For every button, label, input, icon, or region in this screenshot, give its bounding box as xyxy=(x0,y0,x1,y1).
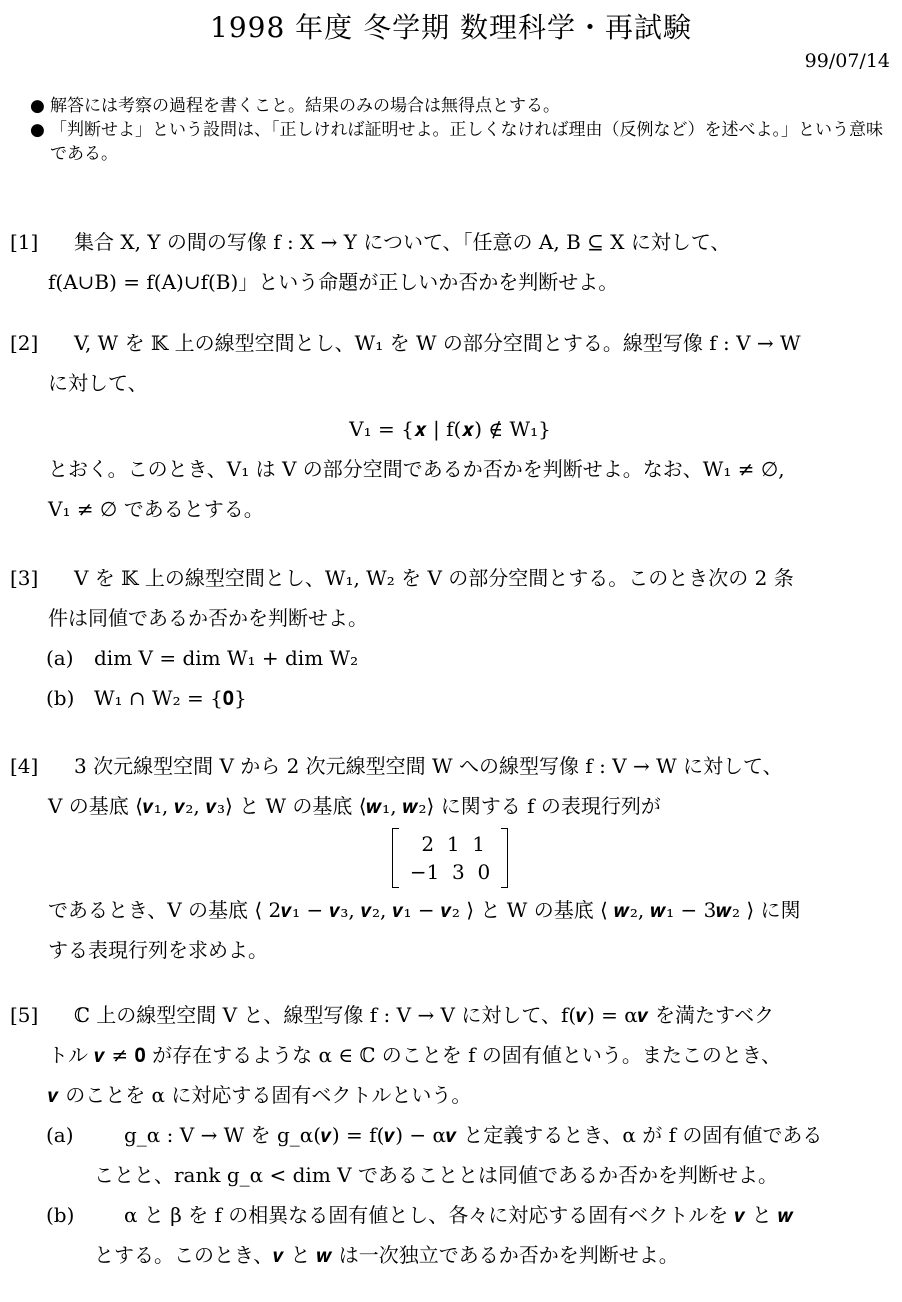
subproblem-text: W₁ ∩ W₂ = {𝟎} xyxy=(94,686,247,710)
problem-number: [5] xyxy=(10,1003,39,1027)
problem-4 xyxy=(10,746,890,970)
problem-3 xyxy=(10,558,890,718)
subproblem-text: dim V = dim W₁ + dim W₂ xyxy=(94,646,359,670)
problem-number: [4] xyxy=(10,754,39,778)
problem-text: する表現行列を求めよ。 xyxy=(48,938,268,962)
problem-text: V の基底 ⟨𝒗₁, 𝒗₂, 𝒗₃⟩ と W の基底 ⟨𝒘₁, 𝒘₂⟩ に関する f の表現行列が xyxy=(48,794,661,818)
subproblem-label: (b) xyxy=(46,1203,75,1227)
bullet-icon: ● xyxy=(30,96,45,116)
exam-date: 99/07/14 xyxy=(804,50,890,72)
subproblem-text: ことと、rank g_α < dim V であることとは同値であるか否かを判断せよ。 xyxy=(94,1163,778,1187)
problem-text: f(A∪B) = f(A)∪f(B)」という命題が正しいか否かを判断せよ。 xyxy=(48,270,619,294)
subproblem-a xyxy=(10,638,890,678)
subproblem-label: (a) xyxy=(46,1123,74,1147)
problem-text: 𝒗 のことを α に対応する固有ベクトルという。 xyxy=(48,1083,472,1107)
subproblem-text: とする。このとき、𝒗 と 𝒘 は一次独立であるか否かを判断せよ。 xyxy=(94,1243,679,1267)
problem-1 xyxy=(10,222,890,302)
instruction-text: 「判断せよ」という設問は、「正しければ証明せよ。正しくなければ理由（反例など）を述べよ。」という意味である。 xyxy=(50,120,883,164)
matrix-block xyxy=(10,828,890,888)
subproblem-b xyxy=(10,1195,890,1275)
subproblem-label: (b) xyxy=(46,686,75,710)
instructions xyxy=(30,94,890,166)
problem-text: に対して、 xyxy=(48,371,148,395)
problem-number: [2] xyxy=(10,331,39,355)
problem-text: 集合 X, Y の間の写像 f : X → Y について、「任意の A, B ⊆ X に対して、 xyxy=(74,230,731,254)
problem-2 xyxy=(10,323,890,529)
problem-text: ℂ 上の線型空間 V と、線型写像 f : V → V に対して、f(𝒗) = α𝒗 を満たすベク xyxy=(74,1003,775,1027)
problem-text: とおく。このとき、V₁ は V の部分空間であるか否かを判断せよ。なお、W₁ ≠ ∅, xyxy=(48,457,785,481)
problem-number: [1] xyxy=(10,230,39,254)
problem-text: V₁ ≠ ∅ であるとする。 xyxy=(48,497,264,521)
subproblem-label: (a) xyxy=(46,646,74,670)
subproblem-b xyxy=(10,678,890,718)
matrix-row: −1 3 0 xyxy=(409,860,491,884)
problem-text: トル 𝒗 ≠ 𝟎 が存在するような α ∈ ℂ のことを f の固有値という。またこのとき、 xyxy=(48,1043,782,1067)
representation-matrix xyxy=(392,828,508,888)
subproblem-text: g_α : V → W を g_α(𝒗) = f(𝒗) − α𝒗 と定義するとき、α が f の固有値である xyxy=(124,1123,823,1147)
problem-text: であるとき、V の基底 ⟨ 2𝒗₁ − 𝒗₃, 𝒗₂, 𝒗₁ − 𝒗₂ ⟩ と W の基底 ⟨ 𝒘₂, 𝒘₁ − 3𝒘₂ ⟩ に関 xyxy=(48,898,801,922)
problem-number: [3] xyxy=(10,566,39,590)
subproblem-text: α と β を f の相異なる固有値とし、各々に対応する固有ベクトルを 𝒗 と 𝒘 xyxy=(124,1203,794,1227)
page-title: 1998 年度 冬学期 数理科学・再試験 xyxy=(210,11,692,44)
problem-text: V, W を 𝕂 上の線型空間とし、W₁ を W の部分空間とする。線型写像 f : V → W xyxy=(74,331,801,355)
subproblem-a xyxy=(10,1115,890,1195)
instruction-item xyxy=(30,118,890,166)
instruction-text: 解答には考察の過程を書くこと。結果のみの場合は無得点とする。 xyxy=(50,96,560,116)
problem-text: V を 𝕂 上の線型空間とし、W₁, W₂ を V の部分空間とする。このとき次の 2 条 xyxy=(74,566,794,590)
problem-text: 件は同値であるか否かを判断せよ。 xyxy=(48,606,368,630)
instruction-item xyxy=(30,94,890,118)
problem-5 xyxy=(10,995,890,1275)
problem-text: 3 次元線型空間 V から 2 次元線型空間 W への線型写像 f : V → W に対して、 xyxy=(74,754,783,778)
bullet-icon: ● xyxy=(30,120,45,140)
display-formula: V₁ = {𝒙 | f(𝒙) ∉ W₁} xyxy=(349,417,551,441)
matrix-row: 2 1 1 xyxy=(415,832,485,856)
